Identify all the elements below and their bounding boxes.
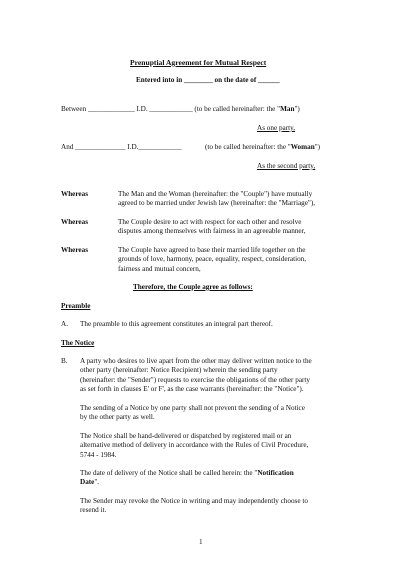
notice-p1-line-3: (hereinafter: the "Sender") requests to exercise the obligations of the other party bbox=[80, 375, 310, 384]
notice-number: B. bbox=[61, 357, 68, 365]
notice-paragraph-5 bbox=[80, 497, 342, 516]
party-man-note: As one party, bbox=[257, 124, 296, 132]
preamble-text: The preamble to this agreement constitutes an integral part thereof. bbox=[80, 320, 273, 328]
whereas-clause-1 bbox=[118, 190, 340, 209]
document-subtitle: Entered into in ________ on the date of ______ bbox=[136, 76, 280, 84]
notice-p5-line-1: The Sender may revoke the Notice in writing and may independently choose to bbox=[80, 497, 308, 505]
whereas-3-line-2: grounds of love, harmony, peace, equality, respect, consideration, bbox=[118, 255, 307, 264]
notice-paragraph-3 bbox=[80, 432, 342, 460]
whereas-2-line-1: The Couple desire to act with respect for each other and resolve bbox=[118, 218, 302, 226]
whereas-3-line-1: The Couple have agreed to base their married life together on the bbox=[118, 246, 306, 254]
notice-heading: The Notice bbox=[61, 339, 95, 347]
party-man-lead: Between _____________ I.D. ____________ (to be called hereinafter: the " bbox=[61, 105, 281, 113]
notice-paragraph-2 bbox=[80, 404, 342, 423]
party-woman-line bbox=[61, 143, 182, 152]
notice-p4-bold-1: Notification bbox=[257, 469, 294, 477]
notice-p2-line-2: by the other party as well. bbox=[80, 413, 155, 422]
notice-p2-line-1: The sending of a Notice by one party shall not prevent the sending of a Notice bbox=[80, 404, 305, 412]
whereas-clause-3 bbox=[118, 246, 340, 274]
notice-p1-line-2: other party (hereinafter: Notice Recipient) wherein the sending party bbox=[80, 366, 278, 375]
notice-p4-end: ". bbox=[94, 478, 100, 487]
notice-p4-bold-2: Date bbox=[80, 478, 95, 487]
party-man-role: Man bbox=[280, 105, 295, 113]
whereas-1-line-2: agreed to be married under Jewish law (hereinafter: the "Marriage"), bbox=[118, 199, 316, 208]
therefore-heading: Therefore, the Couple agree as follows: bbox=[133, 283, 253, 291]
party-man-end: ") bbox=[294, 105, 300, 113]
party-man-line bbox=[61, 105, 300, 114]
preamble-number: A. bbox=[61, 320, 68, 328]
whereas-3-line-3: fairness and mutual concern, bbox=[118, 264, 201, 273]
page-number: 1 bbox=[199, 538, 203, 546]
party-woman-mid: (to be called hereinafter: the " bbox=[205, 143, 291, 151]
notice-p3-line-2: alternative method of delivery in accordance with the Rules of Civil Procedure, bbox=[80, 441, 309, 450]
notice-p5-line-2: resend it. bbox=[80, 506, 107, 515]
notice-p1-line-4: as set forth in clauses E' or F', as the case warrants (hereinafter: the "Notice"). bbox=[80, 384, 304, 393]
document-title: Prenuptial Agreement for Mutual Respect bbox=[130, 58, 267, 67]
notice-p4-lead: The date of delivery of the Notice shall be called herein: the " bbox=[80, 469, 258, 477]
notice-p4-line-1 bbox=[80, 469, 342, 478]
party-woman-note: As the second party, bbox=[257, 162, 316, 170]
notice-paragraph-4 bbox=[80, 469, 342, 488]
notice-paragraph-1 bbox=[80, 357, 342, 394]
whereas-label-1: Whereas bbox=[61, 190, 89, 198]
preamble-heading: Preamble bbox=[61, 302, 91, 310]
notice-p1-line-1: A party who desires to live apart from the other may deliver written notice to the bbox=[80, 357, 312, 365]
party-woman-lead: And ______________ I.D.____________ bbox=[61, 143, 182, 151]
party-woman-end: ") bbox=[314, 143, 321, 151]
whereas-clause-2 bbox=[118, 218, 340, 237]
notice-p4-line-2 bbox=[80, 478, 342, 487]
notice-p3-line-3: 5744 - 1984. bbox=[80, 450, 117, 459]
whereas-1-line-1: The Man and the Woman (hereinafter: the "Couple") have mutually bbox=[118, 190, 313, 198]
whereas-label-3: Whereas bbox=[61, 246, 89, 254]
party-woman-role-line bbox=[205, 143, 320, 152]
whereas-label-2: Whereas bbox=[61, 218, 89, 226]
party-woman-role: Woman bbox=[290, 143, 315, 151]
whereas-2-line-2: disputes among themselves with fairness in an agreeable manner, bbox=[118, 227, 306, 236]
notice-p3-line-1: The Notice shall be hand-delivered or dispatched by registered mail or an bbox=[80, 432, 292, 440]
